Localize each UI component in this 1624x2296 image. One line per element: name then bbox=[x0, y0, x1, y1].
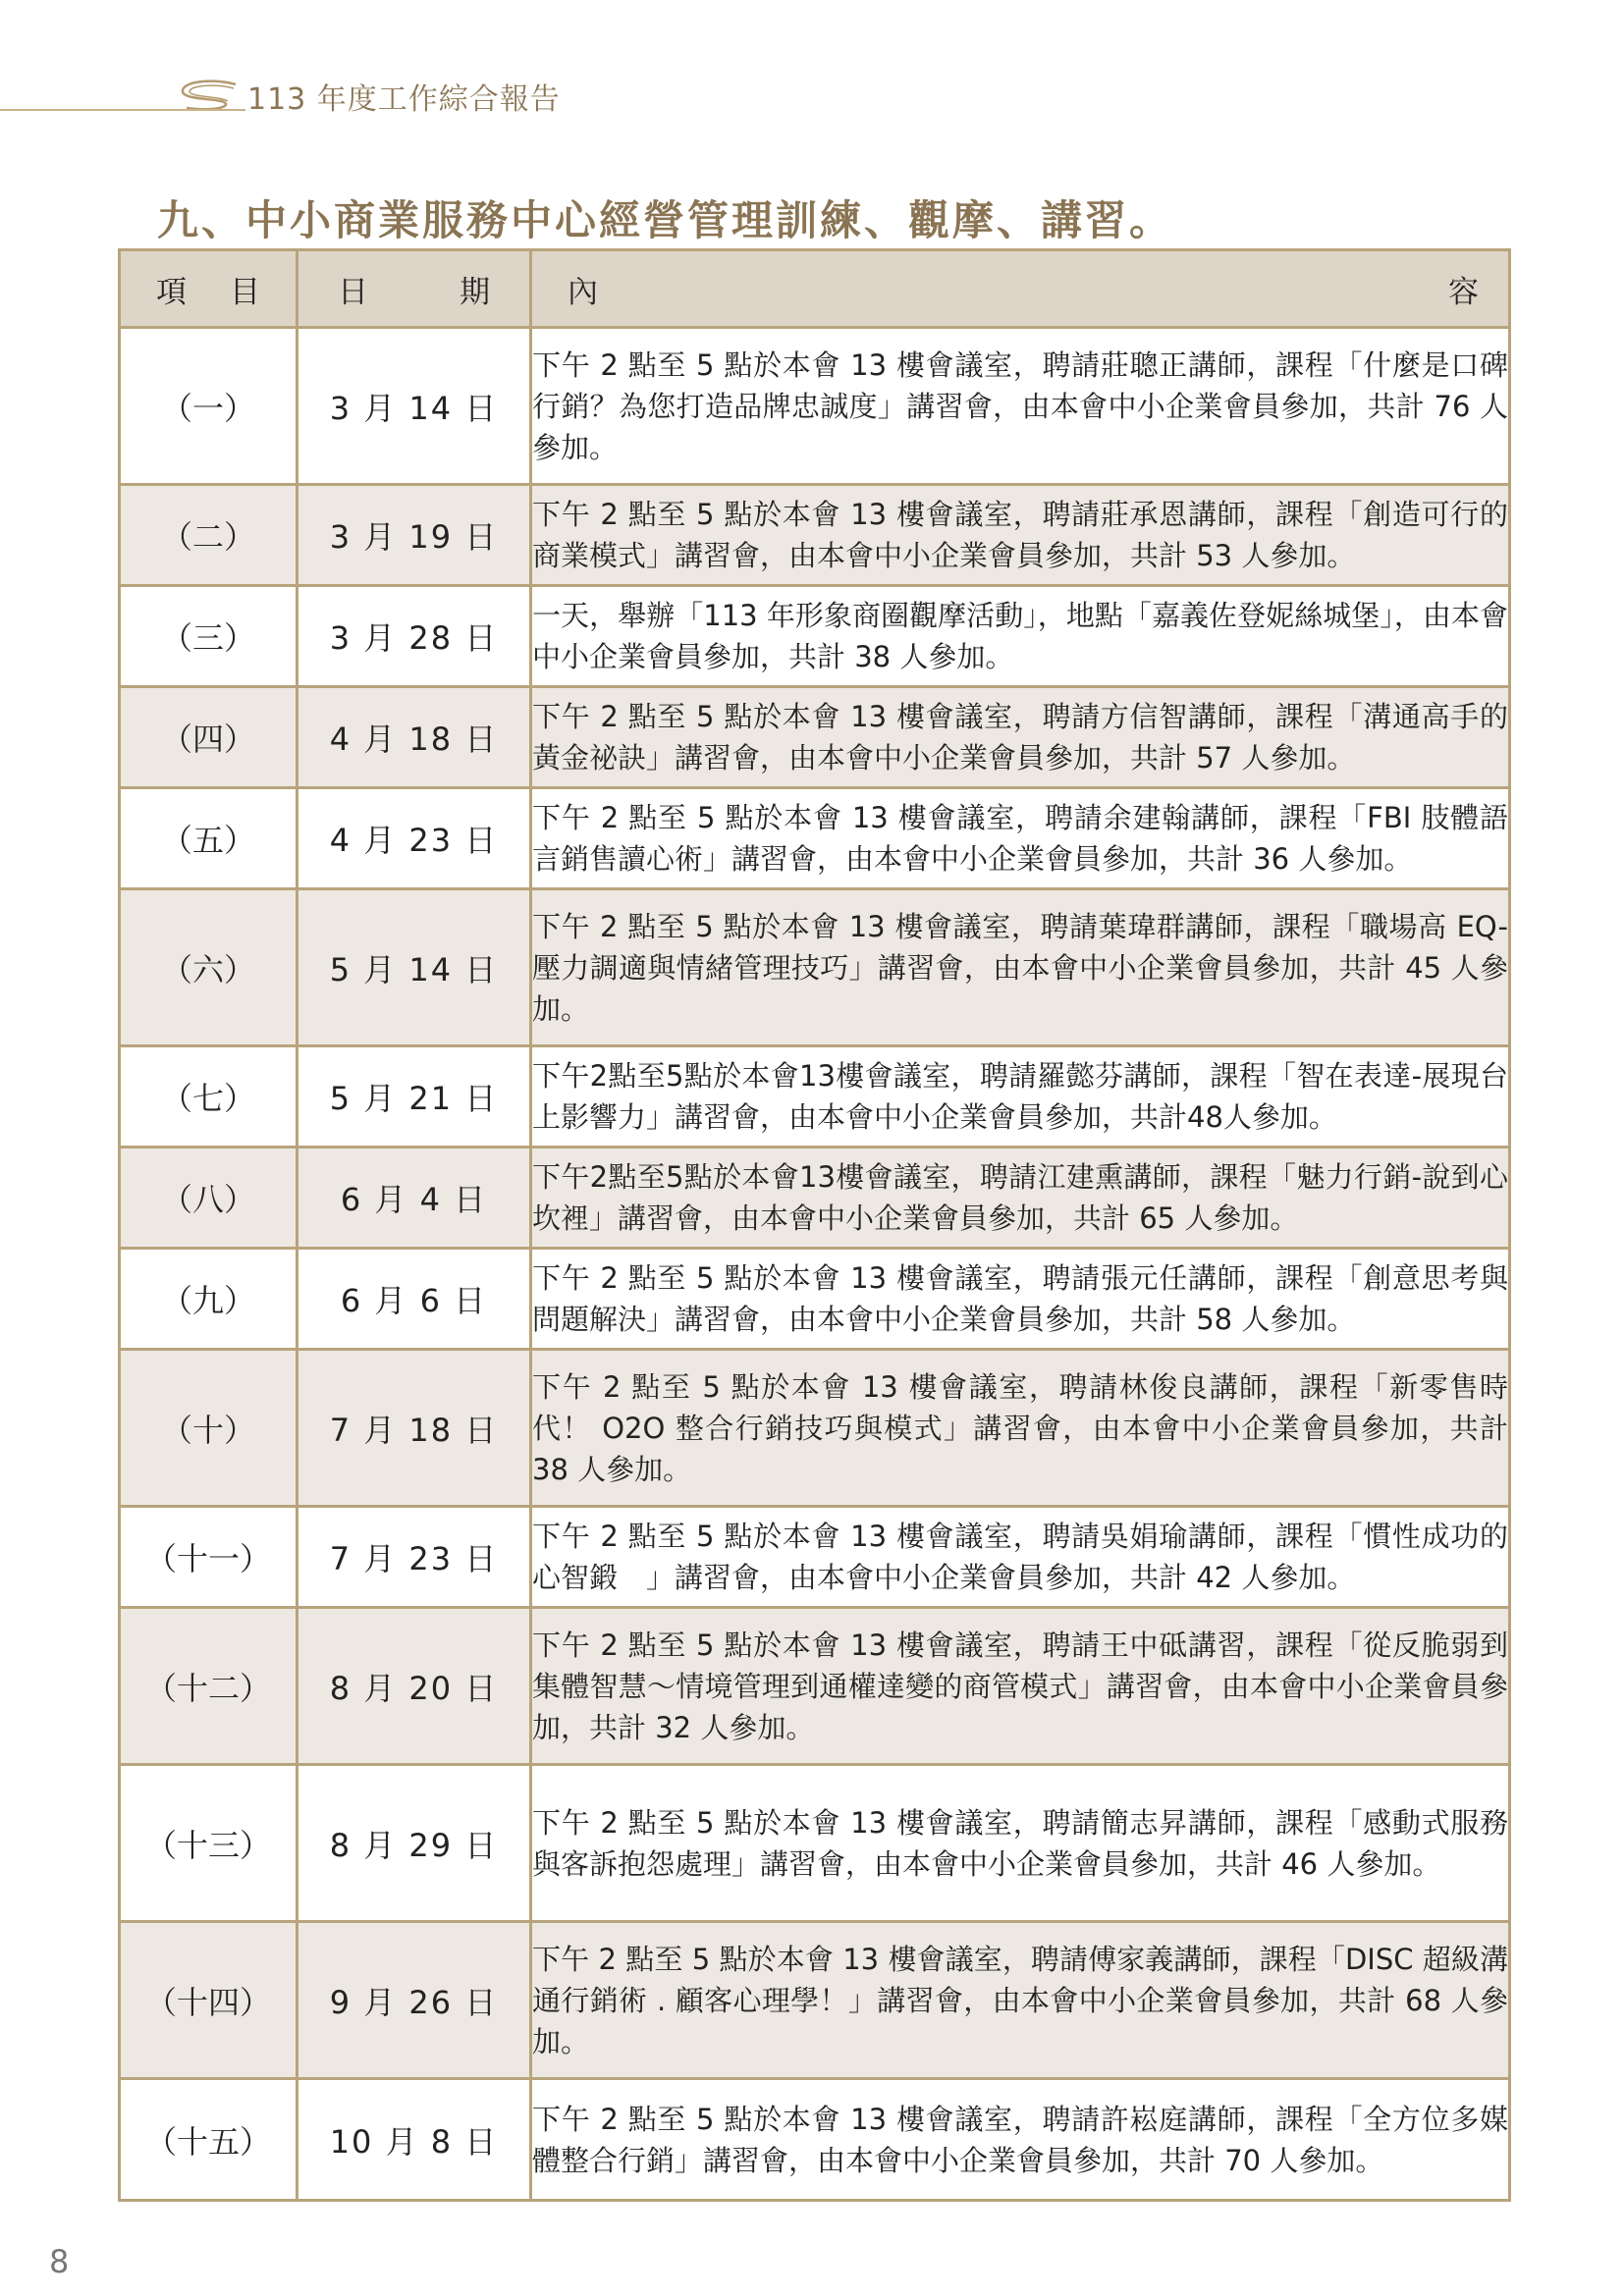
row-content: 下午 2 點至 5 點於本會 13 樓會議室，聘請王中砥講習，課程「從反脆弱到集體智慧～情境管理到通權達變的商管模式」講習會，由本會中小企業會員參加，共計 32 人參加。 bbox=[531, 1608, 1510, 1765]
table-row bbox=[120, 2079, 1510, 2201]
row-date: 10 月 8 日 bbox=[298, 2079, 531, 2201]
table-row bbox=[120, 1608, 1510, 1765]
row-date: 5 月 21 日 bbox=[298, 1046, 531, 1148]
header-item-char-2: 目 bbox=[230, 274, 260, 310]
table-row bbox=[120, 1507, 1510, 1608]
table-row bbox=[120, 1046, 1510, 1148]
section-title: 九、中小商業服務中心經營管理訓練、觀摩、講習。 bbox=[157, 196, 1174, 244]
report-title: 113 年度工作綜合報告 bbox=[247, 82, 561, 117]
row-content: 下午 2 點至 5 點於本會 13 樓會議室，聘請莊承恩講師，課程「創造可行的商業模式」講習會，由本會中小企業會員參加，共計 53 人參加。 bbox=[531, 485, 1510, 586]
header-rule bbox=[0, 109, 245, 111]
row-item: （五） bbox=[120, 788, 298, 889]
row-item: （七） bbox=[120, 1046, 298, 1148]
row-date: 7 月 18 日 bbox=[298, 1350, 531, 1507]
row-item: （十四） bbox=[120, 1922, 298, 2079]
row-content: 一天，舉辦「113 年形象商圈觀摩活動」，地點「嘉義佐登妮絲城堡」，由本會中小企業會員參加，共計 38 人參加。 bbox=[531, 586, 1510, 687]
header-content-char-1: 內 bbox=[568, 274, 598, 310]
row-date: 8 月 20 日 bbox=[298, 1608, 531, 1765]
row-date: 4 月 23 日 bbox=[298, 788, 531, 889]
page-number: 8 bbox=[49, 2243, 70, 2280]
row-content: 下午2點至5點於本會13樓會議室，聘請羅懿芬講師，課程「智在表達-展現台上影響力」講習會，由本會中小企業會員參加，共計48人參加。 bbox=[531, 1046, 1510, 1148]
row-item: （八） bbox=[120, 1148, 298, 1249]
table-row bbox=[120, 788, 1510, 889]
table-row bbox=[120, 1148, 1510, 1249]
table-row bbox=[120, 1765, 1510, 1922]
row-date: 6 月 6 日 bbox=[298, 1249, 531, 1350]
table-row bbox=[120, 586, 1510, 687]
row-date: 3 月 28 日 bbox=[298, 586, 531, 687]
row-item: （十五） bbox=[120, 2079, 298, 2201]
header-item bbox=[120, 250, 298, 328]
row-date: 3 月 14 日 bbox=[298, 328, 531, 485]
row-content: 下午 2 點至 5 點於本會 13 樓會議室，聘請傅家義講師，課程「DISC 超級溝通行銷術 . 顧客心理學！」講習會，由本會中小企業會員參加，共計 68 人參加。 bbox=[531, 1922, 1510, 2079]
row-content: 下午 2 點至 5 點於本會 13 樓會議室，聘請方信智講師，課程「溝通高手的黃金祕訣」講習會，由本會中小企業會員參加，共計 57 人參加。 bbox=[531, 687, 1510, 788]
header-content-char-2: 容 bbox=[1448, 274, 1479, 310]
table-row bbox=[120, 687, 1510, 788]
table-row bbox=[120, 485, 1510, 586]
header-date bbox=[298, 250, 531, 328]
row-content: 下午 2 點至 5 點於本會 13 樓會議室，聘請葉瑋群講師，課程「職場高 EQ- 壓力調適與情緒管理技巧」講習會，由本會中小企業會員參加，共計 45 人參加。 bbox=[531, 889, 1510, 1046]
row-date: 4 月 18 日 bbox=[298, 687, 531, 788]
header-item-char-1: 項 bbox=[156, 274, 187, 310]
row-item: （十） bbox=[120, 1350, 298, 1507]
row-date: 9 月 26 日 bbox=[298, 1922, 531, 2079]
row-item: （九） bbox=[120, 1249, 298, 1350]
row-content: 下午 2 點至 5 點於本會 13 樓會議室，聘請張元任講師，課程「創意思考與問題解決」講習會，由本會中小企業會員參加，共計 58 人參加。 bbox=[531, 1249, 1510, 1350]
row-item: （十一） bbox=[120, 1507, 298, 1608]
row-content: 下午 2 點至 5 點於本會 13 樓會議室，聘請林俊良講師，課程「新零售時代！ O2O 整合行銷技巧與模式」講習會，由本會中小企業會員參加，共計 38 人參加。 bbox=[531, 1350, 1510, 1507]
row-date: 8 月 29 日 bbox=[298, 1765, 531, 1922]
row-item: （二） bbox=[120, 485, 298, 586]
table-header-row bbox=[120, 250, 1510, 328]
header-date-char-2: 期 bbox=[460, 274, 490, 310]
table-row bbox=[120, 1350, 1510, 1507]
row-date: 6 月 4 日 bbox=[298, 1148, 531, 1249]
row-item: （一） bbox=[120, 328, 298, 485]
row-item: （十二） bbox=[120, 1608, 298, 1765]
row-item: （十三） bbox=[120, 1765, 298, 1922]
row-content: 下午 2 點至 5 點於本會 13 樓會議室，聘請余建翰講師，課程「FBI 肢體語言銷售讀心術」講習會，由本會中小企業會員參加，共計 36 人參加。 bbox=[531, 788, 1510, 889]
row-item: （六） bbox=[120, 889, 298, 1046]
row-content: 下午 2 點至 5 點於本會 13 樓會議室，聘請吳娟瑜講師，課程「慣性成功的心智鍛 」講習會，由本會中小企業會員參加，共計 42 人參加。 bbox=[531, 1507, 1510, 1608]
row-date: 5 月 14 日 bbox=[298, 889, 531, 1046]
table-row bbox=[120, 328, 1510, 485]
row-content: 下午 2 點至 5 點於本會 13 樓會議室，聘請許崧庭講師，課程「全方位多媒體整合行銷」講習會，由本會中小企業會員參加，共計 70 人參加。 bbox=[531, 2079, 1510, 2201]
table-row bbox=[120, 1922, 1510, 2079]
header-date-char-1: 日 bbox=[338, 274, 368, 310]
table-row bbox=[120, 1249, 1510, 1350]
row-content: 下午2點至5點於本會13樓會議室，聘請江建熏講師，課程「魅力行銷-說到心坎裡」講習會，由本會中小企業會員參加，共計 65 人參加。 bbox=[531, 1148, 1510, 1249]
row-item: （四） bbox=[120, 687, 298, 788]
header-content bbox=[531, 250, 1510, 328]
row-date: 7 月 23 日 bbox=[298, 1507, 531, 1608]
row-content: 下午 2 點至 5 點於本會 13 樓會議室，聘請莊聰正講師，課程「什麼是口碑行銷？為您打造品牌忠誠度」講習會，由本會中小企業會員參加，共計 76 人參加。 bbox=[531, 328, 1510, 485]
row-item: （三） bbox=[120, 586, 298, 687]
table-row bbox=[120, 889, 1510, 1046]
schedule-table bbox=[118, 248, 1511, 2202]
row-content: 下午 2 點至 5 點於本會 13 樓會議室，聘請簡志昇講師，課程「感動式服務與客訴抱怨處理」講習會，由本會中小企業會員參加，共計 46 人參加。 bbox=[531, 1765, 1510, 1922]
row-date: 3 月 19 日 bbox=[298, 485, 531, 586]
